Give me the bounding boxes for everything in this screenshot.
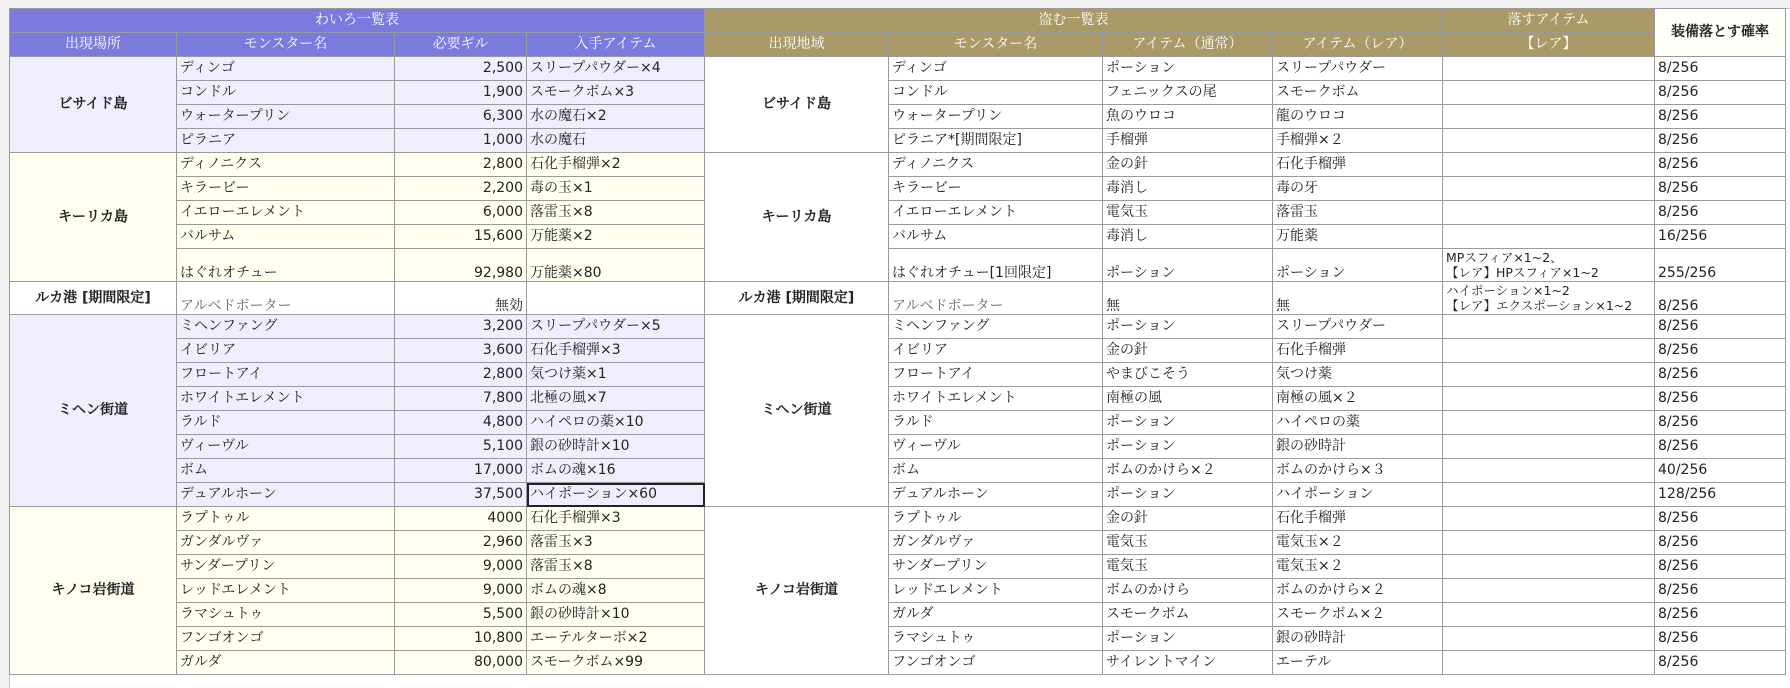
drop-item-line: MPスフィア×1~2、 (1446, 250, 1563, 265)
item-cell[interactable]: 水の魔石 (527, 129, 705, 153)
monster-cell[interactable]: アルベドボーター (177, 282, 395, 315)
steal-monster-cell[interactable]: イエローエレメント (889, 201, 1103, 225)
drop-rate-cell[interactable]: 8/256 (1655, 81, 1786, 105)
gil-cell[interactable]: 7,800 (395, 387, 527, 411)
gil-cell[interactable]: 5,100 (395, 435, 527, 459)
item-cell[interactable]: 石化手榴弾×3 (527, 507, 705, 531)
drop-item-cell[interactable] (1443, 603, 1655, 627)
steal-normal-cell[interactable]: スモークボム (1103, 603, 1273, 627)
drop-rate-cell[interactable]: 8/256 (1655, 603, 1786, 627)
drop-item-cell[interactable] (1443, 531, 1655, 555)
drop-item-cell[interactable] (1443, 411, 1655, 435)
drop-item-cell[interactable] (1443, 435, 1655, 459)
monster-cell[interactable]: キラービー (177, 177, 395, 201)
steal-rare-cell[interactable]: 落雷玉 (1273, 201, 1443, 225)
drop-rate-cell[interactable]: 8/256 (1655, 201, 1786, 225)
monster-cell[interactable]: フンゴオンゴ (177, 627, 395, 651)
gil-cell[interactable]: 92,980 (395, 249, 527, 282)
item-cell[interactable]: 石化手榴弾×2 (527, 153, 705, 177)
drop-rate-cell[interactable]: 8/256 (1655, 507, 1786, 531)
monster-cell[interactable]: ミヘンファング (177, 315, 395, 339)
table-row (10, 627, 1786, 651)
monster-cell[interactable]: ディノニクス (177, 153, 395, 177)
gil-cell[interactable]: 2,200 (395, 177, 527, 201)
drop-rate-cell[interactable]: 8/256 (1655, 153, 1786, 177)
drop-item-cell[interactable] (1443, 387, 1655, 411)
drop-rate-cell[interactable]: 8/256 (1655, 579, 1786, 603)
steal-normal-cell[interactable]: ポーション (1103, 249, 1273, 282)
region-cell[interactable]: ビサイド島 (705, 57, 889, 153)
table-row (10, 483, 1786, 507)
steal-monster-cell[interactable]: ミヘンファング (889, 315, 1103, 339)
steal-monster-cell[interactable]: デュアルホーン (889, 483, 1103, 507)
steal-monster-cell[interactable]: バルサム (889, 225, 1103, 249)
steal-rare-cell[interactable]: ハイペロの薬 (1273, 411, 1443, 435)
header-item-rare[interactable]: アイテム（レア） (1273, 33, 1443, 57)
steal-normal-cell[interactable]: サイレントマイン (1103, 651, 1273, 675)
monster-cell[interactable]: ホワイトエレメント (177, 387, 395, 411)
steal-rare-cell[interactable]: 万能薬 (1273, 225, 1443, 249)
gil-cell[interactable]: 6,000 (395, 201, 527, 225)
steal-rare-cell[interactable]: ボムのかけら×３ (1273, 459, 1443, 483)
table-row (10, 387, 1786, 411)
monster-cell[interactable]: ディンゴ (177, 57, 395, 81)
steal-monster-cell[interactable]: コンドル (889, 81, 1103, 105)
steal-rare-cell[interactable]: スモークボム (1273, 81, 1443, 105)
steal-rare-cell[interactable]: 電気玉×２ (1273, 531, 1443, 555)
steal-normal-cell[interactable]: ポーション (1103, 483, 1273, 507)
gil-cell[interactable]: 2,960 (395, 531, 527, 555)
item-cell[interactable]: スモークボム×99 (527, 651, 705, 675)
table-row (10, 651, 1786, 675)
steal-rare-cell[interactable]: 石化手榴弾 (1273, 153, 1443, 177)
steal-rare-cell[interactable]: 手榴弾×２ (1273, 129, 1443, 153)
header-gil[interactable]: 必要ギル (395, 33, 527, 57)
table-row (10, 435, 1786, 459)
steal-monster-cell[interactable]: ヴィーヴル (889, 435, 1103, 459)
drop-rate-cell[interactable]: 40/256 (1655, 459, 1786, 483)
monster-cell[interactable]: レッドエレメント (177, 579, 395, 603)
gil-cell[interactable]: 80,000 (395, 651, 527, 675)
gil-cell[interactable]: 2,800 (395, 153, 527, 177)
steal-monster-cell[interactable]: フンゴオンゴ (889, 651, 1103, 675)
steal-rare-cell[interactable]: ポーション (1273, 249, 1443, 282)
drop-item-line: ハイポーション×1~2 (1446, 283, 1570, 298)
table-row (10, 177, 1786, 201)
region-cell[interactable]: キノコ岩街道 (705, 507, 889, 675)
steal-rare-cell[interactable]: ボムのかけら×２ (1273, 579, 1443, 603)
table-row (10, 249, 1786, 282)
location-cell[interactable]: ビサイド島 (10, 57, 177, 153)
item-cell[interactable]: スリープパウダー×5 (527, 315, 705, 339)
item-cell[interactable]: ボムの魂×16 (527, 459, 705, 483)
steal-monster-cell[interactable]: ディンゴ (889, 57, 1103, 81)
table-row (10, 339, 1786, 363)
drop-item-cell[interactable] (1443, 153, 1655, 177)
steal-monster-cell[interactable]: ディノニクス (889, 153, 1103, 177)
location-cell[interactable]: キーリカ島 (10, 153, 177, 282)
table-row (10, 81, 1786, 105)
monster-cell[interactable]: バルサム (177, 225, 395, 249)
drop-rate-cell[interactable]: 8/256 (1655, 531, 1786, 555)
gil-cell[interactable]: 6,300 (395, 105, 527, 129)
item-cell[interactable]: 落雷玉×8 (527, 201, 705, 225)
gil-cell[interactable]: 9,000 (395, 555, 527, 579)
item-cell[interactable]: 落雷玉×8 (527, 555, 705, 579)
table-row (10, 105, 1786, 129)
drop-rate-cell[interactable]: 8/256 (1655, 105, 1786, 129)
drop-item-cell[interactable] (1443, 363, 1655, 387)
monster-cell[interactable]: ガンダルヴァ (177, 531, 395, 555)
item-cell[interactable]: ハイペロの薬×10 (527, 411, 705, 435)
steal-normal-cell[interactable]: 電気玉 (1103, 531, 1273, 555)
steal-rare-cell[interactable]: 南極の風×２ (1273, 387, 1443, 411)
table-row (10, 57, 1786, 81)
drop-item-cell[interactable] (1443, 105, 1655, 129)
table-row (10, 531, 1786, 555)
steal-normal-cell[interactable]: ポーション (1103, 57, 1273, 81)
monster-cell[interactable]: デュアルホーン (177, 483, 395, 507)
nusumu-table-title[interactable]: 盗む一覧表 (705, 9, 1443, 33)
drop-item-rare-line: 【レア】HPスフィア×1~2 (1446, 265, 1599, 280)
drop-rate-cell[interactable]: 8/256 (1655, 435, 1786, 459)
steal-monster-cell[interactable]: はぐれオチュー[1回限定] (889, 249, 1103, 282)
steal-monster-cell[interactable]: ガルダ (889, 603, 1103, 627)
drop-rate-cell[interactable]: 8/256 (1655, 129, 1786, 153)
steal-normal-cell[interactable]: 金の針 (1103, 153, 1273, 177)
steal-normal-cell[interactable]: やまびこそう (1103, 363, 1273, 387)
spreadsheet-grid (9, 8, 1786, 675)
drop-item-cell[interactable] (1443, 339, 1655, 363)
monster-cell[interactable]: コンドル (177, 81, 395, 105)
steal-rare-cell[interactable]: エーテル (1273, 651, 1443, 675)
gil-cell[interactable]: 5,500 (395, 603, 527, 627)
steal-normal-cell[interactable]: 手榴弾 (1103, 129, 1273, 153)
drop-item-header[interactable]: 落すアイテム (1443, 9, 1655, 33)
steal-rare-cell[interactable]: 銀の砂時計 (1273, 627, 1443, 651)
region-cell[interactable]: ルカ港 [期間限定] (705, 282, 889, 315)
item-cell[interactable]: 毒の玉×1 (527, 177, 705, 201)
location-cell[interactable]: キノコ岩街道 (10, 507, 177, 675)
gil-cell[interactable]: 9,000 (395, 579, 527, 603)
monster-cell[interactable]: ウォータープリン (177, 105, 395, 129)
drop-rate-cell[interactable]: 8/256 (1655, 177, 1786, 201)
steal-normal-cell[interactable]: ポーション (1103, 315, 1273, 339)
drop-rate-cell[interactable]: 8/256 (1655, 651, 1786, 675)
drop-rate-cell[interactable]: 8/256 (1655, 339, 1786, 363)
drop-rate-cell[interactable]: 8/256 (1655, 411, 1786, 435)
drop-item-cell[interactable] (1443, 57, 1655, 81)
steal-normal-cell[interactable]: フェニックスの尾 (1103, 81, 1273, 105)
drop-item-cell[interactable] (1443, 201, 1655, 225)
gil-cell[interactable]: 4,800 (395, 411, 527, 435)
drop-item-rare-line: 【レア】エクスポーション×1~2 (1446, 298, 1633, 313)
item-cell[interactable]: 銀の砂時計×10 (527, 435, 705, 459)
steal-rare-cell[interactable]: 電気玉×２ (1273, 555, 1443, 579)
wairo-table-title[interactable]: わいろ一覧表 (10, 9, 705, 33)
header-monster[interactable]: モンスター名 (177, 33, 395, 57)
monster-cell[interactable]: イエローエレメント (177, 201, 395, 225)
item-cell[interactable] (527, 282, 705, 315)
gil-cell[interactable]: 3,200 (395, 315, 527, 339)
item-cell[interactable]: エーテルターボ×2 (527, 627, 705, 651)
item-cell[interactable]: 水の魔石×2 (527, 105, 705, 129)
gil-cell[interactable]: 10,800 (395, 627, 527, 651)
item-cell[interactable]: 万能薬×2 (527, 225, 705, 249)
steal-normal-cell[interactable]: 電気玉 (1103, 201, 1273, 225)
table-row (10, 315, 1786, 339)
drop-rate-cell[interactable]: 128/256 (1655, 483, 1786, 507)
table-row (10, 459, 1786, 483)
steal-monster-cell[interactable]: ボム (889, 459, 1103, 483)
monster-cell[interactable]: ヴィーヴル (177, 435, 395, 459)
steal-rare-cell[interactable]: スモークボム×２ (1273, 603, 1443, 627)
item-cell[interactable]: 北極の風×7 (527, 387, 705, 411)
steal-monster-cell[interactable]: ホワイトエレメント (889, 387, 1103, 411)
drop-rate-cell[interactable]: 16/256 (1655, 225, 1786, 249)
location-cell[interactable]: ミヘン街道 (10, 315, 177, 507)
item-cell[interactable]: ハイポーション×60 (527, 483, 705, 507)
drop-item-cell[interactable] (1443, 555, 1655, 579)
steal-rare-cell[interactable]: 銀の砂時計 (1273, 435, 1443, 459)
header-monster-steal[interactable]: モンスター名 (889, 33, 1103, 57)
drop-rate-cell[interactable]: 8/256 (1655, 387, 1786, 411)
monster-cell[interactable]: ガルダ (177, 651, 395, 675)
monster-cell[interactable]: ピラニア (177, 129, 395, 153)
drop-item-cell[interactable] (1443, 282, 1655, 315)
table-row (10, 282, 1786, 315)
header-item-normal[interactable]: アイテム（通常） (1103, 33, 1273, 57)
gil-cell[interactable]: 17,000 (395, 459, 527, 483)
drop-item-cell[interactable] (1443, 129, 1655, 153)
steal-normal-cell[interactable]: 毒消し (1103, 177, 1273, 201)
gil-cell[interactable]: 15,600 (395, 225, 527, 249)
drop-item-cell[interactable] (1443, 459, 1655, 483)
drop-rate-cell[interactable]: 8/256 (1655, 363, 1786, 387)
table-row (10, 225, 1786, 249)
steal-normal-cell[interactable]: 電気玉 (1103, 555, 1273, 579)
gil-cell[interactable]: 4000 (395, 507, 527, 531)
steal-normal-cell[interactable]: 金の針 (1103, 507, 1273, 531)
gil-cell[interactable]: 2,800 (395, 363, 527, 387)
header-region[interactable]: 出現地域 (705, 33, 889, 57)
table-row (10, 201, 1786, 225)
drop-item-cell[interactable] (1443, 579, 1655, 603)
drop-rate-cell[interactable]: 255/256 (1655, 249, 1786, 282)
steal-normal-cell[interactable]: ポーション (1103, 627, 1273, 651)
steal-normal-cell[interactable]: 毒消し (1103, 225, 1273, 249)
item-cell[interactable]: 気つけ薬×1 (527, 363, 705, 387)
steal-rare-cell[interactable]: ハイポーション (1273, 483, 1443, 507)
steal-rare-cell[interactable]: 気つけ薬 (1273, 363, 1443, 387)
monster-cell[interactable]: ラマシュトゥ (177, 603, 395, 627)
gil-cell[interactable]: 2,500 (395, 57, 527, 81)
table-row (10, 153, 1786, 177)
steal-normal-cell[interactable]: ポーション (1103, 435, 1273, 459)
steal-rare-cell[interactable]: 龍のウロコ (1273, 105, 1443, 129)
region-cell[interactable]: キーリカ島 (705, 153, 889, 282)
item-cell[interactable]: 万能薬×80 (527, 249, 705, 282)
drop-item-cell[interactable] (1443, 249, 1655, 282)
monster-cell[interactable]: サンダープリン (177, 555, 395, 579)
item-cell[interactable]: 銀の砂時計×10 (527, 603, 705, 627)
item-cell[interactable]: スモークボム×3 (527, 81, 705, 105)
steal-monster-cell[interactable]: ピラニア*[期間限定] (889, 129, 1103, 153)
header-location[interactable]: 出現場所 (10, 33, 177, 57)
drop-rate-header[interactable]: 装備落とす確率 (1655, 9, 1786, 57)
gil-cell[interactable]: 1,900 (395, 81, 527, 105)
steal-monster-cell[interactable]: ラルド (889, 411, 1103, 435)
drop-item-cell[interactable] (1443, 507, 1655, 531)
steal-rare-cell[interactable]: 石化手榴弾 (1273, 507, 1443, 531)
steal-monster-cell[interactable]: サンダープリン (889, 555, 1103, 579)
item-cell[interactable]: 石化手榴弾×3 (527, 339, 705, 363)
monster-cell[interactable]: ラプトゥル (177, 507, 395, 531)
drop-item-cell[interactable] (1443, 177, 1655, 201)
drop-rate-cell[interactable]: 8/256 (1655, 555, 1786, 579)
steal-monster-cell[interactable]: キラービー (889, 177, 1103, 201)
monster-cell[interactable]: ラルド (177, 411, 395, 435)
drop-item-cell[interactable] (1443, 651, 1655, 675)
monster-cell[interactable]: フロートアイ (177, 363, 395, 387)
table-row (10, 363, 1786, 387)
gil-cell[interactable]: 1,000 (395, 129, 527, 153)
steal-normal-cell[interactable]: 無 (1103, 282, 1273, 315)
gil-cell[interactable]: 37,500 (395, 483, 527, 507)
steal-monster-cell[interactable]: ガンダルヴァ (889, 531, 1103, 555)
steal-monster-cell[interactable]: ラプトゥル (889, 507, 1103, 531)
steal-monster-cell[interactable]: フロートアイ (889, 363, 1103, 387)
steal-rare-cell[interactable]: スリープパウダー (1273, 315, 1443, 339)
item-cell[interactable]: ボムの魂×8 (527, 579, 705, 603)
steal-monster-cell[interactable]: ウォータープリン (889, 105, 1103, 129)
item-cell[interactable]: 落雷玉×3 (527, 531, 705, 555)
steal-rare-cell[interactable]: 石化手榴弾 (1273, 339, 1443, 363)
steal-normal-cell[interactable]: ボムのかけら×２ (1103, 459, 1273, 483)
location-cell[interactable]: ルカ港 [期間限定] (10, 282, 177, 315)
header-item[interactable]: 入手アイテム (527, 33, 705, 57)
monster-cell[interactable]: はぐれオチュー (177, 249, 395, 282)
table-row (10, 555, 1786, 579)
drop-rate-cell[interactable]: 8/256 (1655, 282, 1786, 315)
steal-normal-cell[interactable]: 魚のウロコ (1103, 105, 1273, 129)
gil-cell[interactable]: 無効 (395, 282, 527, 315)
drop-item-cell[interactable] (1443, 483, 1655, 507)
item-cell[interactable]: スリープパウダー×4 (527, 57, 705, 81)
table-row (10, 507, 1786, 531)
drop-rate-cell[interactable]: 8/256 (1655, 57, 1786, 81)
steal-monster-cell[interactable]: ラマシュトゥ (889, 627, 1103, 651)
region-cell[interactable]: ミヘン街道 (705, 315, 889, 507)
drop-item-cell[interactable] (1443, 225, 1655, 249)
drop-item-cell[interactable] (1443, 315, 1655, 339)
monster-cell[interactable]: ボム (177, 459, 395, 483)
table-row (10, 579, 1786, 603)
drop-rate-cell[interactable]: 8/256 (1655, 627, 1786, 651)
drop-rare-subheader[interactable]: 【レア】 (1443, 33, 1655, 57)
steal-normal-cell[interactable]: 南極の風 (1103, 387, 1273, 411)
drop-rate-cell[interactable]: 8/256 (1655, 315, 1786, 339)
steal-rare-cell[interactable]: 無 (1273, 282, 1443, 315)
table-row (10, 603, 1786, 627)
steal-normal-cell[interactable]: ボムのかけら (1103, 579, 1273, 603)
steal-monster-cell[interactable]: アルベドボーター (889, 282, 1103, 315)
table-row (10, 129, 1786, 153)
drop-item-cell[interactable] (1443, 81, 1655, 105)
drop-item-cell[interactable] (1443, 627, 1655, 651)
steal-normal-cell[interactable]: 金の針 (1103, 339, 1273, 363)
steal-rare-cell[interactable]: スリープパウダー (1273, 57, 1443, 81)
steal-monster-cell[interactable]: イビリア (889, 339, 1103, 363)
gil-cell[interactable]: 3,600 (395, 339, 527, 363)
table-row (10, 411, 1786, 435)
steal-rare-cell[interactable]: 毒の牙 (1273, 177, 1443, 201)
steal-normal-cell[interactable]: ポーション (1103, 411, 1273, 435)
monster-cell[interactable]: イビリア (177, 339, 395, 363)
steal-monster-cell[interactable]: レッドエレメント (889, 579, 1103, 603)
